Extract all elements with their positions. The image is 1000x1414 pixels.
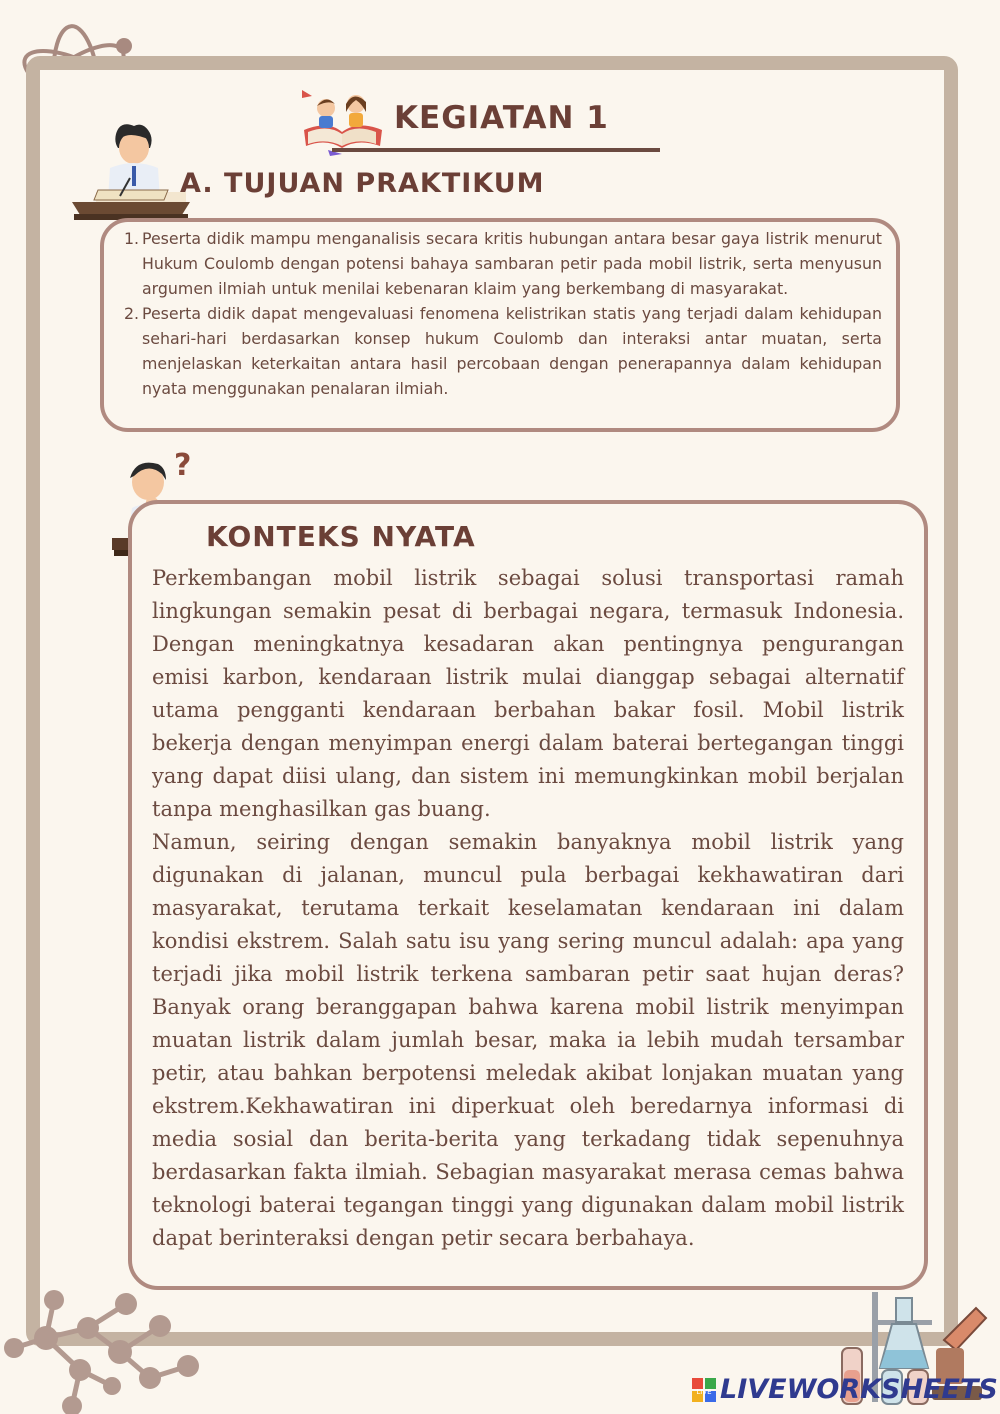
goal-text: Peserta didik mampu menganalisis secara kritis hubungan antara besar gaya listrik menurut Hukum Coulomb dengan potensi bahaya sambaran petir pada mobil listrik, serta menyusun argumen ilmiah untuk menilai kebenaran klaim yang berkembang di masyarakat. [142,229,882,298]
goal-number: 1. [124,229,140,248]
kids-reading-illustration [298,84,388,156]
liveworksheets-watermark[interactable]: LIVEWORKSHEETS [720,1374,998,1405]
context-paragraph: Perkembangan mobil listrik sebagai solusi transportasi ramah lingkungan semakin pesat di berbagai negara, termasuk Indonesia. Dengan meningkatnya kesadaran akan pentingnya pengurangan emisi karbon, kendaraan listrik mulai dianggap sebagai alternatif utama pengganti kendaraan berbahan bakar fosil. Mobil listrik bekerja dengan menyimpan energi dalam baterai bertegangan tinggi yang dapat diisi ulang, dan sistem ini memungkinkan mobil berjalan tanpa menghasilkan gas buang. [152,566,904,821]
section-a-title: A. TUJUAN PRAKTIKUM [180,168,545,199]
goal-number: 2. [124,304,140,323]
context-text [152,562,904,1255]
goal-item [122,226,882,301]
page-title: KEGIATAN 1 [394,100,609,136]
context-paragraph: Namun, seiring dengan semakin banyaknya mobil listrik yang digunakan di jalanan, muncul pula berbagai kekhawatiran dari masyarakat, terutama terkait keselamatan kendaraan ini dalam kondisi ekstrem. Salah satu isu yang sering muncul adalah: apa yang terjadi jika mobil listrik terkena sambaran petir saat hujan deras? Banyak orang beranggapan bahwa karena mobil listrik menyimpan muatan listrik dalam jumlah besar, maka ia lebih mudah tersambar petir, atau bahkan berpotensi meledak akibat lonjakan muatan yang ekstrem.Kekhawatiran ini diperkuat oleh beredarnya informasi di media sosial dan berita-berita yang terkadang tidak sepenuhnya berdasarkan fakta ilmiah. Sebagian masyarakat merasa cemas bahwa teknologi baterai tegangan tinggi yang digunakan dalam mobil listrik dapat berinteraksi dengan petir secara berbahaya. [152,830,904,1250]
question-mark: ? [174,448,192,483]
goal-text: Peserta didik dapat mengevaluasi fenomena kelistrikan statis yang terjadi dalam kehidupan sehari-hari berdasarkan konsep hukum Coulomb dan interaksi antar muatan, serta menjelaskan keterkaitan antara hasil percobaan dengan penerapannya dalam kehidupan nyata menggunakan penalaran ilmiah. [142,304,882,398]
student-writing-illustration [68,118,194,222]
liveworksheets-logo-icon [692,1378,716,1402]
section-b-title: KONTEKS NYATA [206,520,476,553]
goals-list [122,226,882,401]
goal-item [122,301,882,401]
molecule-icon [0,1286,210,1414]
logo-badge-text: LIVE [696,1388,712,1396]
title-underline [332,148,660,152]
